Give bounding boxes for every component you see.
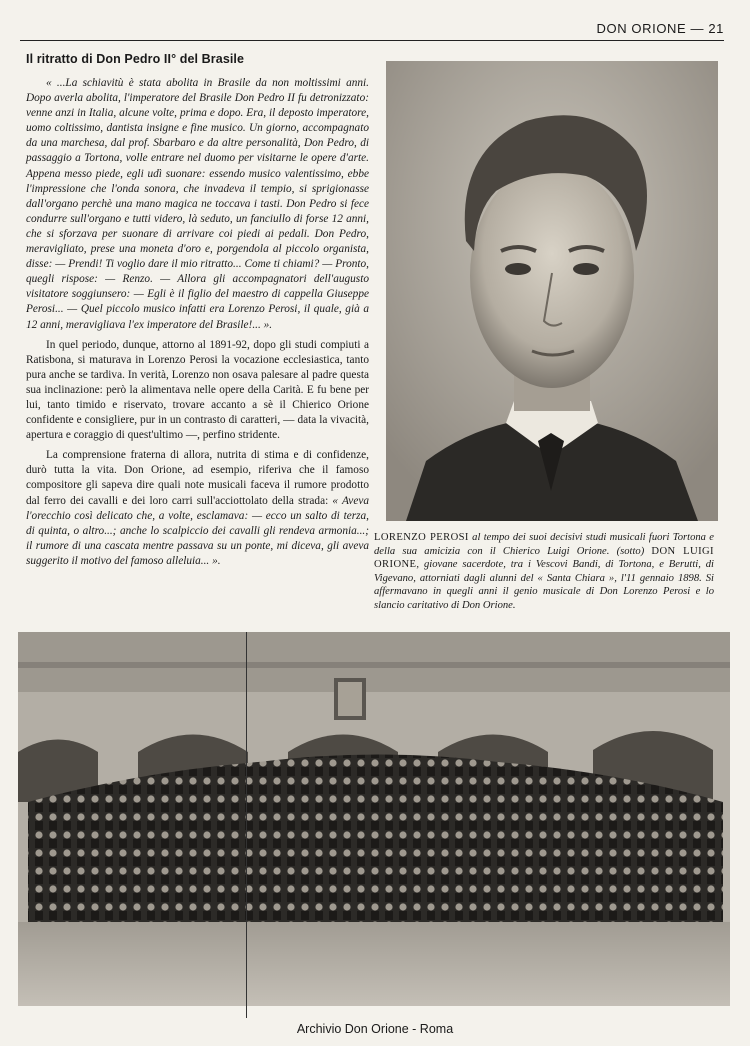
group-photo-illustration xyxy=(18,632,730,1006)
archive-footer: Archivio Don Orione - Roma xyxy=(296,1022,454,1036)
caption-name-perosi: LORENZO PEROSI xyxy=(374,532,469,543)
page-running-head: DON ORIONE — 21 xyxy=(596,21,724,36)
caption-text-2: , giovane sacerdote, tra i Vescovi Bandi, di Tortona, e Berutti, di Vigevano, attorniati dagli alunni del « Santa Chiara », l'11 gennaio 1898. Si affermavano in quegli anni il genio musicale di Don Lorenzo Perosi e lo slancio caritativo di Don Orione. xyxy=(374,559,714,611)
caption-name-orione: DON LUIGI ORIONE xyxy=(374,545,714,571)
last-paragraph-quote: « Aveva l'orecchio così delicato che, a volte, esclamava: — ecco un salto di terza, di quinta, o altro...; anche lo scalpiccio dei cavalli gli rendeva armonia...; il rumore di una cascata mentre passava su un ponte, mi diceva, gli aveva suggerito il motivo del famoso alleluia... ». xyxy=(26,494,369,567)
article-paragraph-last xyxy=(26,448,369,569)
article-paragraph: In quel periodo, dunque, attorno al 1891-92, dopo gli studi compiuti a Ratisbona, si maturava in Lorenzo Perosi la vocazione ecclesiastica, tanto pura anche se tardiva. In verità, Lorenzo non osava palesare al padre questa sua inclinazione: però la alimentava nelle opere della Carità. E fu bene per lui, tanto timido e riservato, trovare accanto a sè il Chierico Orione confidente e consigliere, pur in un contrasto di caratteri, — data la vivacità, apertura e coraggio di quest'ultimo —, perfino stridente. xyxy=(26,338,369,442)
portrait-photo-perosi xyxy=(386,61,718,521)
article-column xyxy=(26,52,369,574)
article-title: Il ritratto di Don Pedro II° del Brasile xyxy=(26,52,245,66)
article-paragraph-quote: « ...La schiavitù è stata abolita in Brasile da non moltissimi anni. Dopo averla abolita, l'imperatore del Brasile Don Pedro II fu detronizzato: venne anzi in Italia, alcune volte, prima e dopo. Era, il deposto imperatore, uomo coltissimo, dantista insigne e fine musico. Un giorno, accompagnato da una marchesa, dal prof. Sbarbaro e da altre personalità, Don Pedro, di passaggio a Tortona, volle entrare nel duomo per visitarne le opere d'arte. Appena messo piede, egli udì suonare: essendo musico valentissimo, ebbe l'impressione che l'onda sonora, che invadeva il tempio, si sprigionasse dall'organo perchè una mano magica ne toccava i tasti. Don Pedro si fece condurre sull'organo e tutti videro, là seduto, un fanciullo di forse 12 anni, che si sforzava per suonare di arrivare coi piedi ai pedali. Don Pedro, meravigliato, prese una moneta d'oro e, porgendola al piccolo organista, disse: — Prendi! Ti voglio dare il mio ritratto... Come ti chiami? — Pronto, quegli rispose: — Renzo. — Allora gli accompagnatori dell'augusto visitatore soggiunsero: — Egli è il figlio del maestro di cappella Giuseppe Perosi... — Quel piccolo musico infatti era Lorenzo Perosi, il quale, già a 12 anni, meravigliava l'ex imperatore del Brasile!... ». xyxy=(26,77,369,331)
running-header xyxy=(20,20,724,41)
group-photo-santa-chiara xyxy=(18,632,730,1006)
photo-caption xyxy=(374,531,714,613)
scan-fold-line xyxy=(246,632,247,1018)
portrait-illustration xyxy=(386,61,718,521)
last-paragraph-text: La comprensione fraterna di allora, nutrita di stima e di confidenze, durò tutta la vita. Don Orione, ad esempio, riferiva che il famoso compositore gli sapeva dire quali note musicali faceva il rumore prodotto dal ferro dei cavalli e dei loro carri sull'acciottolato della strada: xyxy=(26,449,369,507)
caption-text-1: al tempo dei suoi decisivi studi musicali fuori Tortona e della sua amicizia con il Chierico Luigi Orione. (sotto) xyxy=(374,532,714,557)
